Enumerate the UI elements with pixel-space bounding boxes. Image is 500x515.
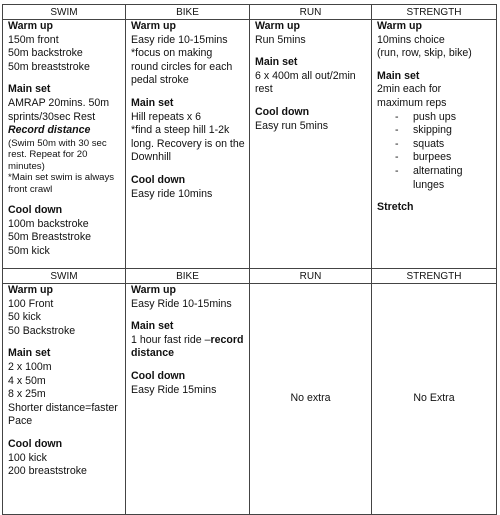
main-set-line: AMRAP 20mins. 50m	[8, 96, 110, 109]
main-set-heading: Main set	[8, 83, 51, 96]
warmup-heading: Warm up	[8, 20, 53, 32]
warmup-line: pedal stroke	[131, 74, 189, 87]
exercise-list	[377, 111, 491, 193]
main-set-line: Downhill	[131, 151, 172, 164]
cooldown-line: Easy run 5mins	[255, 119, 329, 132]
warmup-line: Easy ride 10-15mins	[131, 33, 228, 46]
main-set-line: *find a steep hill 1-2k	[131, 124, 230, 137]
strength-cell	[372, 20, 497, 269]
warmup-heading: Warm up	[8, 284, 53, 296]
warmup-line: 100 Front	[8, 297, 54, 310]
main-set-line: Hill repeats x 6	[131, 110, 202, 123]
cooldown-heading: Cool down	[131, 173, 186, 186]
header-run: RUN	[250, 5, 372, 20]
cooldown-heading: Cool down	[131, 369, 186, 382]
swim-note: *Main set swim is always front crawl	[8, 172, 115, 195]
main-set-line: 2 x 100m	[8, 360, 52, 373]
bike-cell	[126, 284, 250, 515]
warmup-heading: Warm up	[131, 284, 176, 296]
warmup-line: 150m front	[8, 33, 59, 46]
distance-label: distance	[131, 347, 174, 360]
warmup-line: 50m breaststroke	[8, 60, 90, 73]
main-set-text: 1 hour fast ride –	[131, 333, 211, 346]
warmup-line: Run 5mins	[255, 33, 306, 46]
header-strength: STRENGTH	[372, 269, 497, 284]
cooldown-line: 50m Breaststroke	[8, 231, 92, 244]
stretch-heading: Stretch	[377, 201, 414, 214]
warmup-line: 10mins choice	[377, 33, 445, 46]
swim-cell	[3, 284, 126, 515]
main-set-line: 2min each for	[377, 83, 442, 96]
main-set-line: Shorter distance=faster	[8, 401, 118, 414]
warmup-line: Easy Ride 10-15mins	[131, 297, 232, 310]
exercise-item: - push ups	[395, 110, 456, 123]
main-set-heading: Main set	[131, 96, 174, 109]
cooldown-heading: Cool down	[8, 204, 63, 217]
main-set-heading: Main set	[131, 320, 174, 333]
cooldown-line: Easy Ride 15mins	[131, 383, 217, 396]
main-set-line: sprints/30sec Rest	[8, 110, 96, 123]
main-set-heading: Main set	[377, 69, 420, 82]
main-set-line: long. Recovery is on the	[131, 137, 245, 150]
warmup-heading: Warm up	[131, 20, 176, 32]
main-set-line: 4 x 50m	[8, 374, 46, 387]
record-label: record	[210, 333, 244, 346]
warmup-heading: Warm up	[255, 20, 300, 32]
cooldown-line: 100 kick	[8, 451, 47, 464]
record-distance-label: Record distance	[8, 124, 91, 137]
run-cell	[250, 20, 372, 269]
header-strength: STRENGTH	[372, 5, 497, 20]
warmup-line: (run, row, skip, bike)	[377, 47, 472, 60]
main-set-line: rest	[255, 83, 273, 96]
run-cell	[250, 284, 372, 515]
header-run: RUN	[250, 269, 372, 284]
warmup-heading: Warm up	[377, 20, 422, 32]
header-swim: SWIM	[3, 269, 126, 284]
main-set-line: maximum reps	[377, 96, 447, 109]
no-extra-text: No extra	[290, 392, 331, 405]
header-swim: SWIM	[3, 5, 126, 20]
swim-note: (Swim 50m with 30 sec rest. Repeat for 20 minutes)	[8, 137, 107, 172]
cooldown-heading: Cool down	[8, 437, 63, 450]
main-set-line: 6 x 400m all out/2min	[255, 69, 356, 82]
main-set-line	[131, 334, 244, 348]
warmup-line: round circles for each	[131, 60, 233, 73]
warmup-line: 50m backstroke	[8, 47, 83, 60]
cooldown-line: 50m kick	[8, 245, 50, 258]
warmup-line: *focus on making	[131, 47, 213, 60]
header-row-1	[3, 5, 497, 20]
exercise-item: - burpees	[395, 151, 452, 164]
session-row-2	[3, 284, 497, 515]
header-row-2	[3, 269, 497, 284]
main-set-heading: Main set	[255, 56, 298, 69]
cooldown-line: 200 breaststroke	[8, 465, 87, 478]
cooldown-line: 100m backstroke	[8, 217, 89, 230]
exercise-item: - alternating lunges	[395, 164, 463, 191]
session-row-1	[3, 20, 497, 269]
main-set-heading: Main set	[8, 347, 51, 360]
bike-cell	[126, 20, 250, 269]
warmup-line: 50 Backstroke	[8, 324, 76, 337]
header-bike: BIKE	[126, 269, 250, 284]
no-extra-text: No Extra	[413, 392, 455, 405]
exercise-item: - skipping	[395, 124, 452, 137]
cooldown-heading: Cool down	[255, 105, 310, 118]
warmup-line: 50 kick	[8, 311, 41, 324]
training-plan-table	[2, 4, 497, 515]
strength-cell	[372, 284, 497, 515]
main-set-line: 8 x 25m	[8, 388, 46, 401]
main-set-line: Pace	[8, 415, 33, 428]
exercise-item: - squats	[395, 137, 445, 150]
cooldown-line: Easy ride 10mins	[131, 187, 213, 200]
header-bike: BIKE	[126, 5, 250, 20]
swim-cell	[3, 20, 126, 269]
